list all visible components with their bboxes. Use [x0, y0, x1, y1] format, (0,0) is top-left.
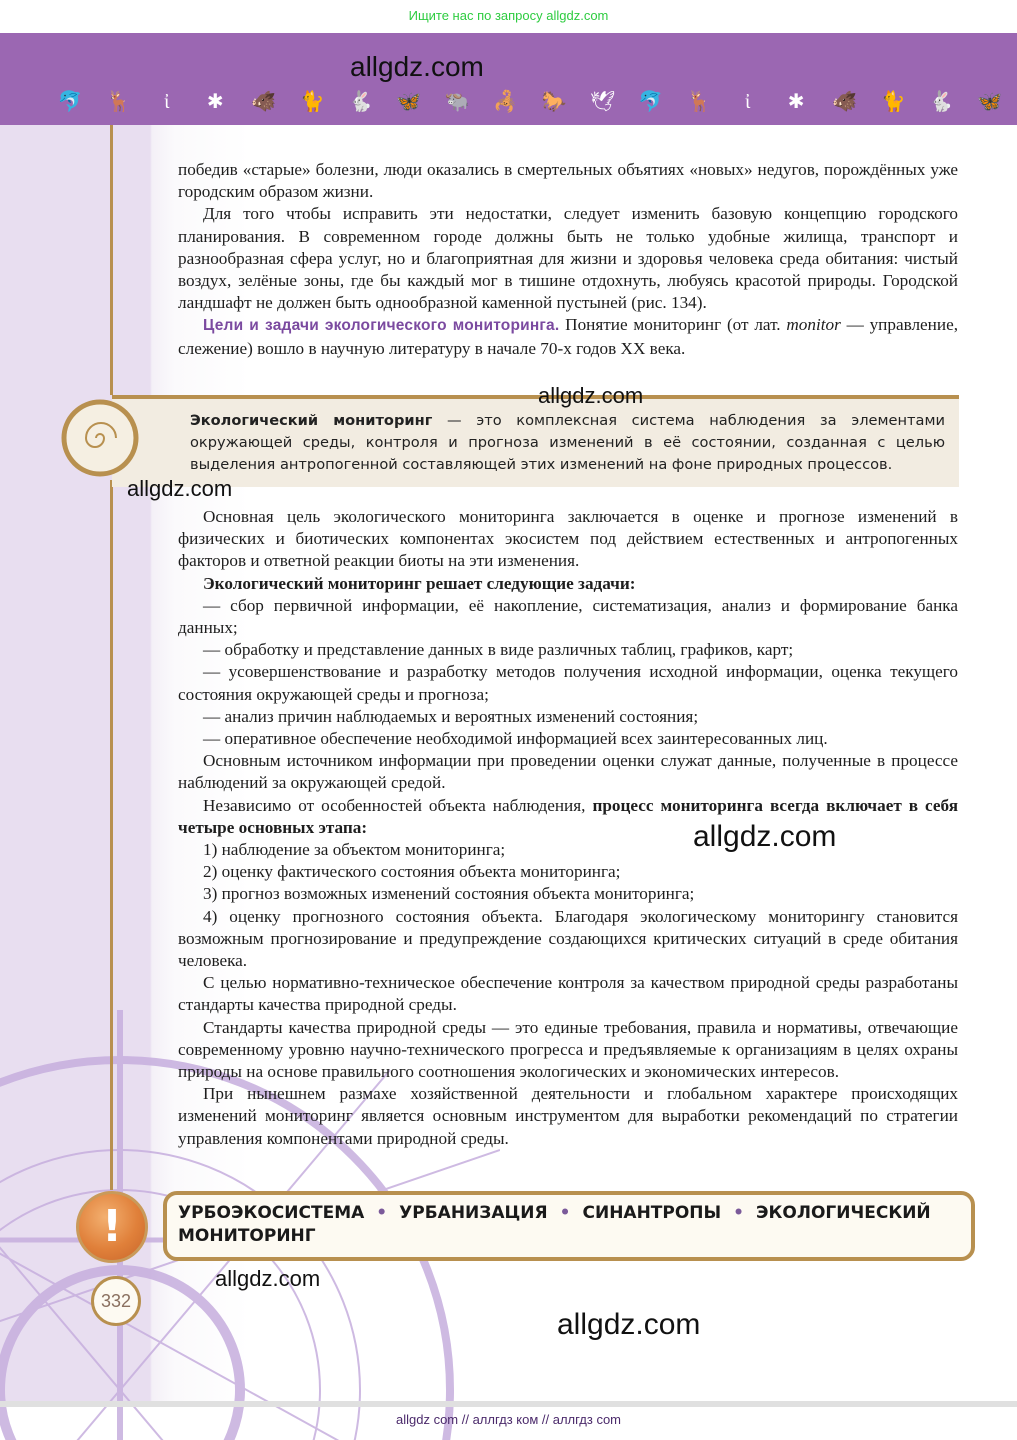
decorative-gold-line — [110, 125, 113, 395]
moth-icon: ✱ — [206, 91, 224, 113]
stage-item: 2) оценку фактического состояния объекта мониторинга; — [203, 862, 621, 882]
task-item: — оперативное обеспечение необходимой информацией всех заинтересованных лиц. — [203, 729, 828, 749]
moth-icon: ✱ — [787, 91, 805, 113]
scroll-ornament-icon — [60, 388, 140, 488]
scorpion-icon: 🦂 — [493, 91, 519, 113]
bird-icon: 🕊 — [589, 91, 616, 113]
paragraph: Основная цель экологического мониторинга заключается в оценке и прогнозе изменений в физических и биотических компонентах экосистем под действием естественных и антропогенных факторов и ответной реакции биоты на эти изменения. — [178, 507, 958, 571]
task-item: — сбор первичной информации, её накопление, систематизация, анализ и формирование банка данных; — [178, 595, 958, 638]
meerkat-icon: ἰ — [744, 91, 751, 113]
animal-icon-strip — [55, 89, 1005, 115]
dolphin-icon: 🐬 — [57, 91, 83, 113]
stage-item: 4) оценку прогнозного состояния объекта. Благодаря экологическому мониторингу становится возможным прогнозирование и предупреждение создающихся критических ситуаций в среде обитания человека. — [178, 906, 958, 971]
antelope-icon: 🦌 — [686, 91, 712, 113]
bullet-separator: • — [733, 1203, 745, 1223]
butterfly-icon: 🦋 — [977, 91, 1003, 113]
decorative-gold-line — [110, 480, 113, 1190]
definition-text — [190, 410, 945, 476]
page-number: 332 — [91, 1276, 141, 1326]
stage-item: 1) наблюдение за объектом мониторинга; — [203, 840, 506, 860]
task-item: — усовершенствование и разработку методов получения исходной информации, оценка текущего состояния окружающей среды и прогноза; — [178, 662, 958, 704]
paragraph: С целью нормативно-техническое обеспечение контроля за качеством природной среды разработаны стандарты качества природной среды. — [178, 973, 958, 1015]
boar-icon: 🐗 — [832, 91, 857, 113]
bold-text: процесс мониторинга всегда включает в себя четыре основных этапа: — [178, 795, 958, 837]
keywords-list — [178, 1202, 958, 1248]
paragraph-monitoring-intro — [178, 314, 958, 359]
keyword: СИНАНТРОПЫ — [582, 1203, 722, 1223]
paragraph: победив «старые» болезни, люди оказались в смертельных объятиях «новых» недугов, порождённых уже городским образом жизни. — [178, 160, 958, 202]
watermark: allgdz.com — [557, 1308, 701, 1341]
keyword: УРБОЭКОСИСТЕМА — [178, 1203, 365, 1223]
body-text-main — [178, 506, 958, 1150]
paragraph: При нынешнем размахе хозяйственной деятельности и глобальном характере происходящих изменений мониторинг является основным инструментом для выработки рекомендаций по стратегии управления компонентами природной среды. — [178, 1084, 958, 1148]
text: — управление, слежение) вошло в научную литературу в начале 70-х годов XX века. — [178, 315, 958, 358]
definition-body: — это комплексная система наблюдения за элементами окружающей среды, контроля и прогноза изменений в её состоянии, созданная с целью выделения антропогенной составляющей этих изменений на фоне природных процессов. — [190, 412, 945, 473]
dolphin-icon: 🐬 — [638, 91, 664, 113]
text: Понятие мониторинг (от лат. — [559, 315, 787, 335]
text: Независимо от особенностей объекта наблюдения, — [203, 795, 593, 815]
cat-icon: 🐈 — [299, 91, 325, 113]
watermark: allgdz.com — [350, 51, 484, 82]
meerkat-icon: ἰ — [164, 91, 170, 113]
latin-term: monitor — [786, 315, 841, 335]
watermark: allgdz.com — [127, 476, 233, 501]
hare-icon: 🐇 — [347, 91, 373, 113]
exclamation-icon: ! — [76, 1191, 148, 1263]
tasks-heading: Экологический мониторинг решает следующие задачи: — [203, 573, 636, 593]
bullet-separator: • — [376, 1203, 388, 1223]
section-heading: Цели и задачи экологического мониторинга. — [203, 317, 560, 335]
butterfly-icon: 🦋 — [396, 91, 422, 113]
definition-term: Экологический мониторинг — [190, 412, 433, 429]
bison-icon: 🐃 — [444, 91, 470, 113]
antelope-icon: 🦌 — [105, 91, 131, 113]
stage-item: 3) прогноз возможных изменений состояния объекта мониторинга; — [203, 884, 695, 904]
keyword: УРБАНИЗАЦИЯ — [399, 1203, 548, 1223]
paragraph: Для того чтобы исправить эти недостатки, следует изменить базовую концепцию городского планирования. В современном городе должны быть не только удобные жилища, транспорт и разнообразная сфера услуг, но и благоприятная для жизни и здоровья человека среда обитания: чистый воздух, зелёные зоны, где бы каждый мог в тишине отдохнуть, любуясь красотой природы. Городской ландшафт не должен быть однообразной каменной пустыней (рис. 134). — [178, 204, 958, 313]
body-text-top — [178, 159, 958, 360]
page-bottom-divider — [0, 1401, 1017, 1407]
paragraph: Стандарты качества природной среды — это единые требования, правила и нормативы, отвечающие современному уровню научно-технического прогресса и предъявляемые к организациям в целях охраны природы на основе правильного соотношения экологических и экономических интересов. — [178, 1017, 958, 1082]
keyword: ЭКОЛОГИЧЕСКИЙ МОНИТОРИНГ — [178, 1203, 931, 1246]
boar-icon: 🐗 — [251, 91, 277, 113]
paragraph — [178, 795, 958, 839]
paragraph: Основным источником информации при проведении оценки служат данные, полученные в процессе наблюдений за окружающей средой. — [178, 751, 958, 793]
cat-icon: 🐈 — [880, 91, 906, 113]
header-band — [0, 33, 1017, 125]
task-item: — анализ причин наблюдаемых и вероятных изменений состояния; — [203, 706, 699, 726]
task-item: — обработку и представление данных в виде различных таблиц, графиков, карт; — [203, 640, 794, 660]
footer-links: allgdz com // аллгдз ком // аллгдз com — [395, 1412, 622, 1427]
watermark: allgdz.com — [215, 1266, 321, 1291]
bullet-separator: • — [559, 1203, 571, 1223]
top-banner: Ищите нас по запросу allgdz.com — [0, 0, 1017, 33]
horse-icon: 🐎 — [541, 91, 567, 113]
hare-icon: 🐇 — [928, 91, 954, 113]
watermark: allgdz.com — [693, 820, 837, 853]
watermark: allgdz.com — [538, 383, 644, 408]
